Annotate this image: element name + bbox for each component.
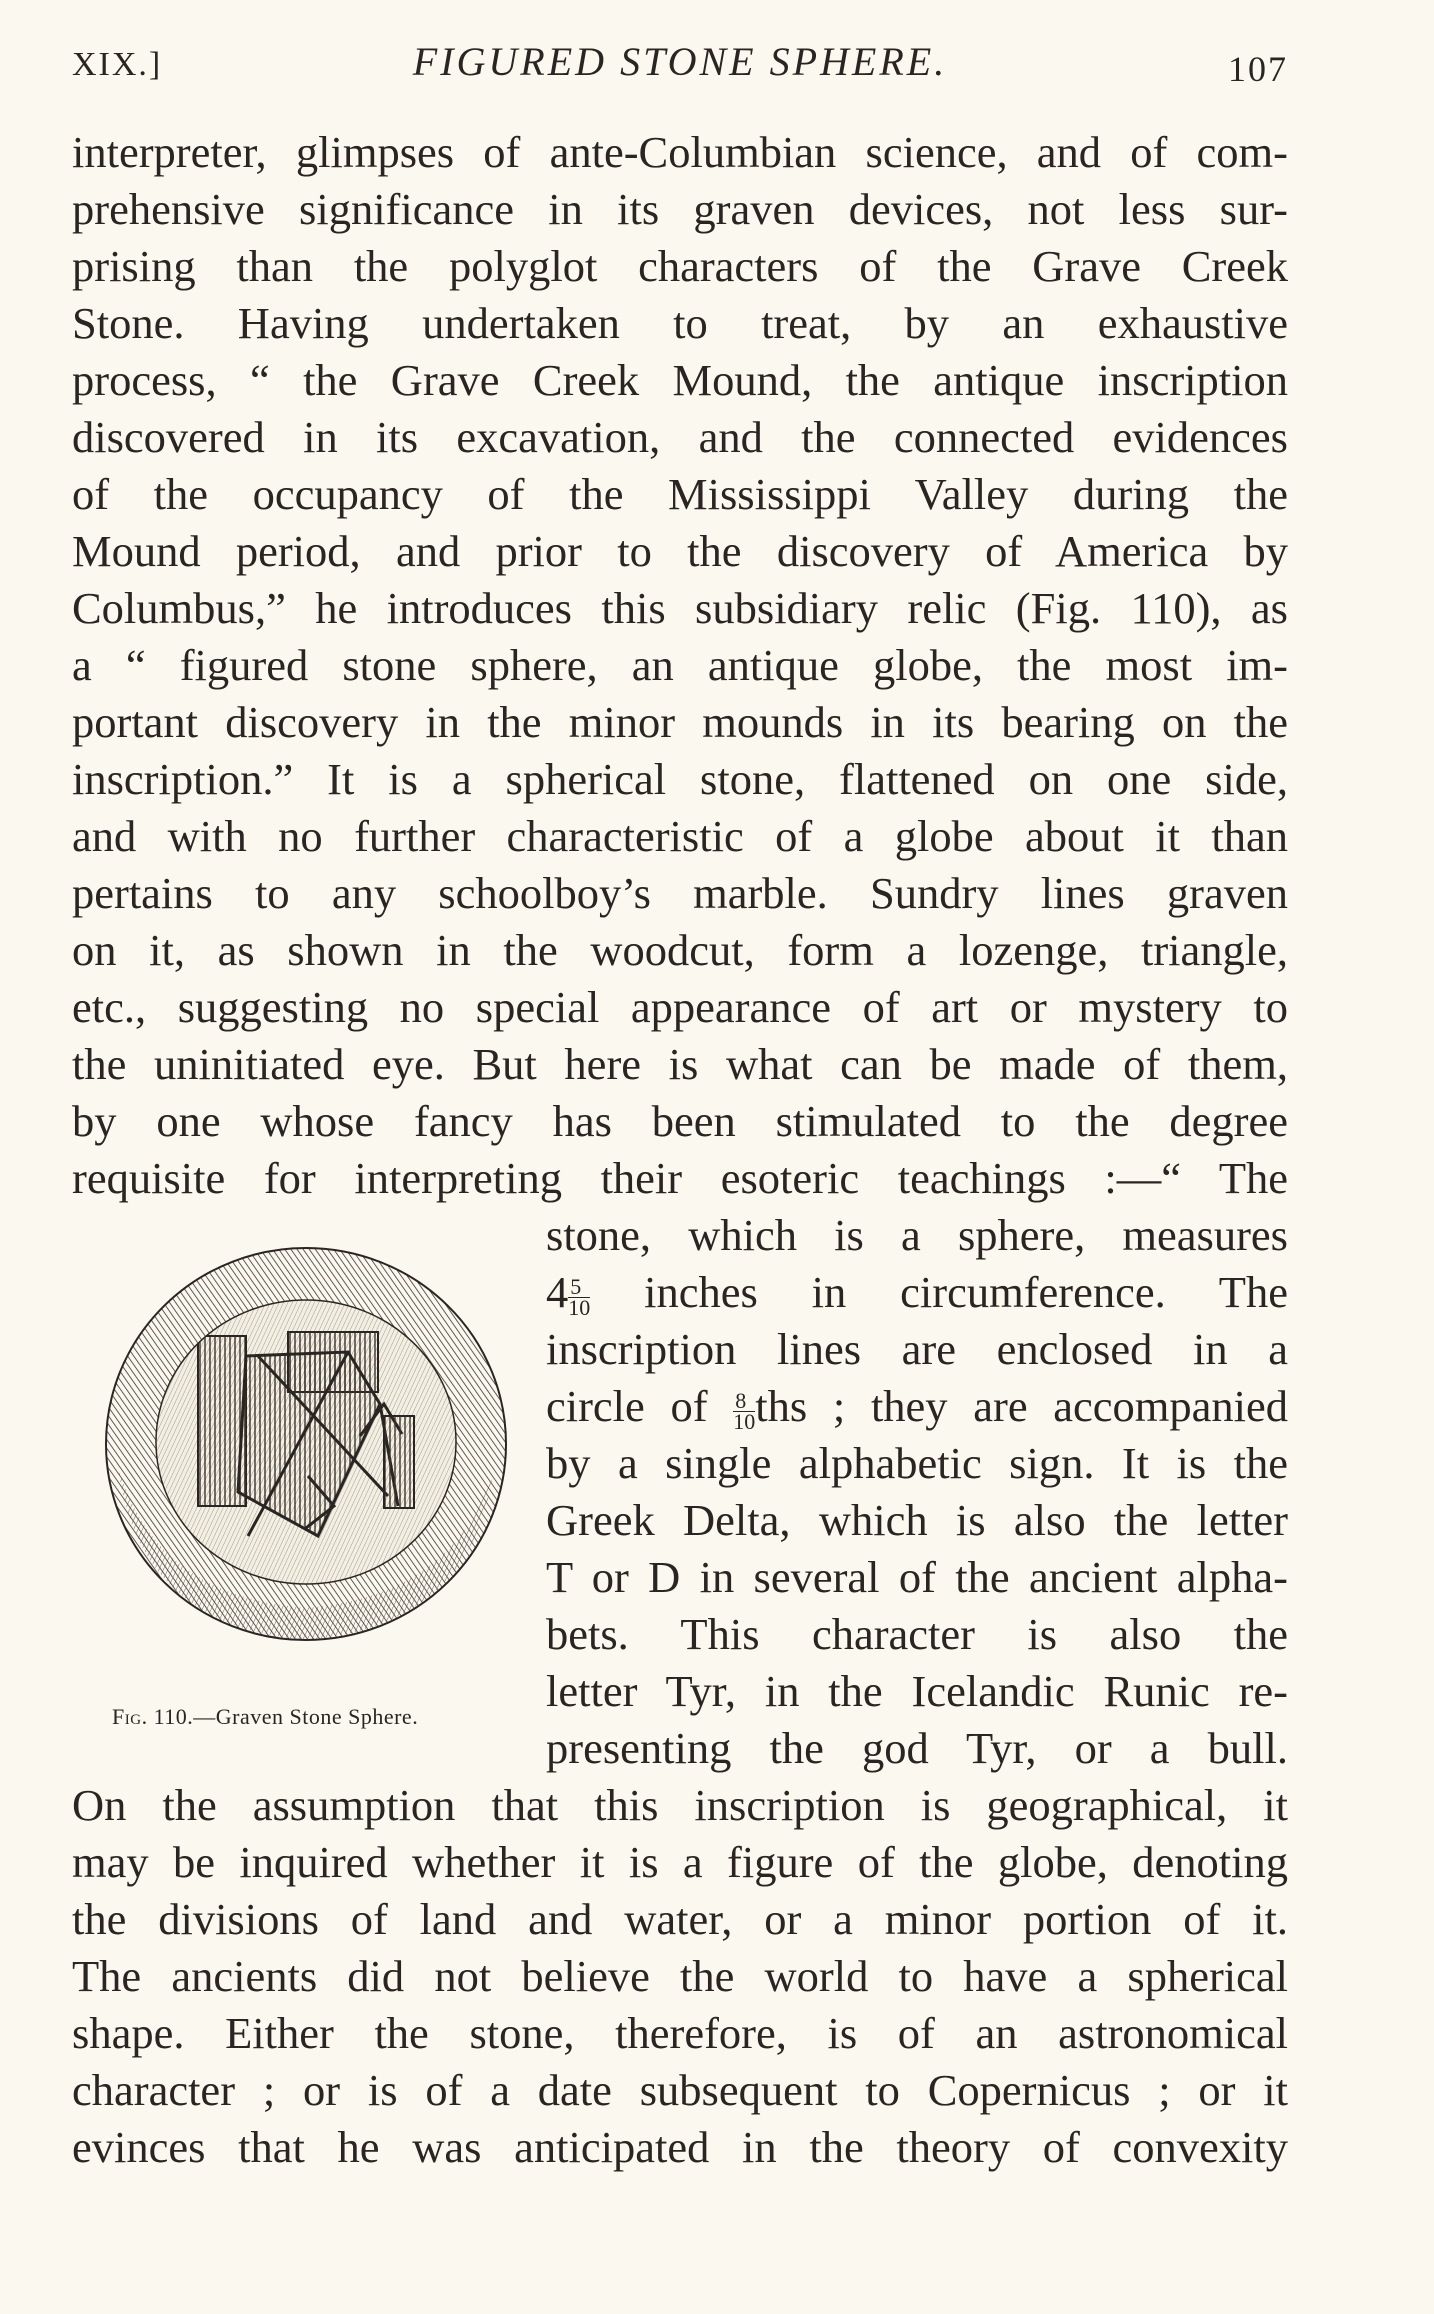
figure-caption bbox=[112, 1704, 418, 1730]
line-start: circle of bbox=[546, 1381, 734, 1431]
text-line: Stone. Having undertaken to treat, by an exhaustive bbox=[72, 298, 1288, 348]
text-line: prising than the polyglot characters of the Grave Creek bbox=[72, 241, 1288, 291]
fraction bbox=[733, 1388, 756, 1434]
fraction-numerator: 8 bbox=[733, 1391, 755, 1412]
text-line-with-fraction bbox=[546, 1378, 1288, 1434]
fraction-denominator: 10 bbox=[568, 1295, 591, 1320]
text-line-with-fraction bbox=[546, 1264, 1288, 1320]
page-number: 107 bbox=[1228, 49, 1288, 89]
whole-number: 4 bbox=[546, 1267, 569, 1317]
text-line: the uninitiated eye. But here is what can be made of them, bbox=[72, 1039, 1288, 1089]
line-rest: inches in circumference. The bbox=[590, 1267, 1288, 1317]
fraction-numerator: 5 bbox=[568, 1277, 590, 1298]
graven-stone-sphere-illustration bbox=[98, 1236, 514, 1652]
text-line: Columbus,” he introduces this subsidiary relic (Fig. 110), as bbox=[72, 583, 1288, 633]
text-line: pertains to any schoolboy’s marble. Sundry lines graven bbox=[72, 868, 1288, 918]
text-line: letter Tyr, in the Icelandic Runic re- bbox=[546, 1666, 1288, 1716]
text-line: character ; or is of a date subsequent to Copernicus ; or it bbox=[72, 2065, 1288, 2115]
chapter-number: XIX.] bbox=[72, 46, 163, 83]
text-line: a “ figured stone sphere, an antique globe, the most im- bbox=[72, 640, 1288, 690]
running-title: FIGURED STONE SPHERE. bbox=[412, 39, 948, 84]
text-line: Greek Delta, which is also the letter bbox=[546, 1495, 1288, 1545]
text-line: presenting the god Tyr, or a bull. bbox=[546, 1723, 1288, 1773]
text-line: stone, which is a sphere, measures bbox=[546, 1210, 1288, 1260]
text-line: etc., suggesting no special appearance of art or mystery to bbox=[72, 982, 1288, 1032]
text-line: inscription.” It is a spherical stone, flattened on one side, bbox=[72, 754, 1288, 804]
running-header bbox=[72, 38, 1288, 98]
text-line: the divisions of land and water, or a minor portion of it. bbox=[72, 1894, 1288, 1944]
text-line: prehensive significance in its graven devices, not less sur- bbox=[72, 184, 1288, 234]
fraction-denominator: 10 bbox=[733, 1409, 756, 1434]
figure-caption-text: —Graven Stone Sphere. bbox=[193, 1704, 419, 1729]
text-line: portant discovery in the minor mounds in its bearing on the bbox=[72, 697, 1288, 747]
text-line: and with no further characteristic of a globe about it than bbox=[72, 811, 1288, 861]
text-line: on it, as shown in the woodcut, form a lozenge, triangle, bbox=[72, 925, 1288, 975]
text-line: of the occupancy of the Mississippi Valley during the bbox=[72, 469, 1288, 519]
text-line: interpreter, glimpses of ante-Columbian science, and of com- bbox=[72, 127, 1288, 177]
text-line: by one whose fancy has been stimulated to the degree bbox=[72, 1096, 1288, 1146]
figure-caption-label: Fig. 110. bbox=[112, 1704, 194, 1729]
text-line: evinces that he was anticipated in the theory of convexity bbox=[72, 2122, 1288, 2172]
text-line: by a single alphabetic sign. It is the bbox=[546, 1438, 1288, 1488]
text-line: discovered in its excavation, and the connected evidences bbox=[72, 412, 1288, 462]
text-line: process, “ the Grave Creek Mound, the antique inscription bbox=[72, 355, 1288, 405]
text-line: T or D in several of the ancient alpha- bbox=[546, 1552, 1288, 1602]
fraction bbox=[568, 1274, 591, 1320]
text-line: requisite for interpreting their esoteric teachings :—“ The bbox=[72, 1153, 1288, 1203]
text-line: On the assumption that this inscription is geographical, it bbox=[72, 1780, 1288, 1830]
text-line: The ancients did not believe the world to have a spherical bbox=[72, 1951, 1288, 2001]
text-line: inscription lines are enclosed in a bbox=[546, 1324, 1288, 1374]
text-line: Mound period, and prior to the discovery of America by bbox=[72, 526, 1288, 576]
text-line: bets. This character is also the bbox=[546, 1609, 1288, 1659]
line-rest: ths ; they are accompanied bbox=[755, 1381, 1289, 1431]
text-line: may be inquired whether it is a figure of the globe, denoting bbox=[72, 1837, 1288, 1887]
text-line: shape. Either the stone, therefore, is of an astronomical bbox=[72, 2008, 1288, 2058]
